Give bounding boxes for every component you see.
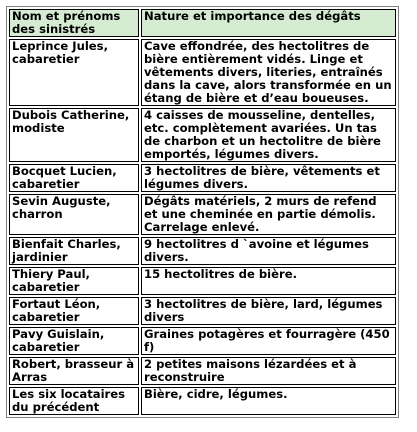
table-row [9,387,396,415]
damage-cell: Graines potagères et fourragère (450 f) [141,327,396,355]
damage-cell: Dégâts matériels, 2 murs de refend et une cheminée en partie démolis. Carrelage enlevé. [141,194,396,235]
victim-cell: Sevin Auguste, charron [9,194,139,235]
victim-cell: Bocquet Lucien, cabaretier [9,164,139,192]
header-victims: Nom et prénoms des sinistrés [9,9,139,37]
victim-cell: Bienfait Charles, jardinier [9,237,139,265]
damage-cell: 3 hectolitres de bière, lard, légumes divers [141,297,396,325]
damage-cell: 9 hectolitres d `avoine et légumes divers. [141,237,396,265]
damage-table [6,6,399,418]
table-row [9,357,396,385]
table-row [9,327,396,355]
table-header-row [9,9,396,37]
damage-cell: 15 hectolitres de bière. [141,267,396,295]
table-row [9,39,396,106]
damage-cell: 4 caisses de mousseline, dentelles, etc. complètement avariées. Un tas de charbon et un hectolitre de bière emportés, légumes divers. [141,108,396,162]
damage-table-container [6,6,399,418]
victim-cell: Fortaut Léon, cabaretier [9,297,139,325]
damage-cell: Bière, cidre, légumes. [141,387,396,415]
damage-cell: 2 petites maisons lézardées et à reconstruire [141,357,396,385]
victim-cell: Robert, brasseur à Arras [9,357,139,385]
victim-cell: Thiery Paul, cabaretier [9,267,139,295]
table-row [9,297,396,325]
victim-cell: Pavy Guislain, cabaretier [9,327,139,355]
victim-cell: Les six locataires du précédent [9,387,139,415]
victim-cell: Leprince Jules, cabaretier [9,39,139,106]
header-damages: Nature et importance des dégâts [141,9,396,37]
table-row [9,108,396,162]
table-row [9,237,396,265]
damage-cell: Cave effondrée, des hectolitres de bière entièrement vidés. Linge et vêtements divers, literies, entraînés dans la cave, alors transformée en un étang de bière et d’eau boueuses. [141,39,396,106]
table-row [9,267,396,295]
table-row [9,194,396,235]
victim-cell: Dubois Catherine, modiste [9,108,139,162]
damage-cell: 3 hectolitres de bière, vêtements et légumes divers. [141,164,396,192]
table-row [9,164,396,192]
